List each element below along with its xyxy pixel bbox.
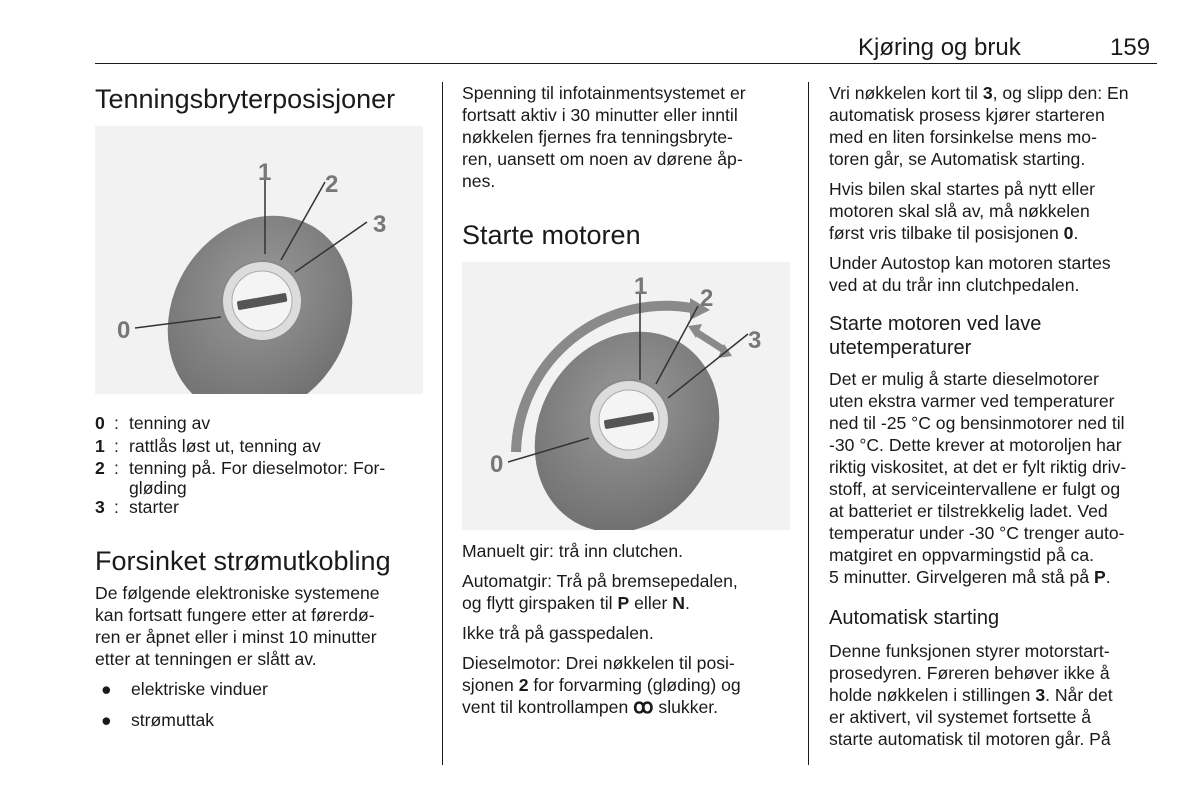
- bullet-icon: ●: [101, 709, 112, 730]
- position-sep: :: [114, 458, 119, 478]
- text-run: eller: [629, 593, 673, 613]
- text-line: matgiret en oppvarmingstid på ca.: [829, 545, 1095, 565]
- position-text: tenning på. For dieselmotor: For-: [129, 458, 386, 478]
- automatic-starting-paragraph: [829, 640, 1159, 750]
- text-line: ren er åpnet eller i minst 10 minutter: [95, 627, 377, 647]
- text-line: ved at du trår inn clutchpedalen.: [829, 275, 1080, 295]
- position-number: 0: [1063, 223, 1074, 243]
- heading-delayed-power-off: Forsinket strømutkobling: [95, 546, 391, 576]
- ignition-switch-figure: [95, 126, 423, 394]
- bullet-list: [95, 678, 430, 731]
- column-divider-2: [808, 82, 809, 765]
- column-3: [829, 82, 1159, 758]
- restart-paragraph: [829, 178, 1159, 244]
- cold-start-paragraph: [829, 368, 1159, 588]
- diesel-paragraph: [462, 652, 797, 718]
- text-line: etter at tenningen er slått av.: [95, 649, 317, 669]
- text-run: 5 minutter. Girvelgeren må stå på: [829, 567, 1095, 587]
- position-number: 2: [518, 675, 529, 695]
- header-rule: [95, 63, 1157, 64]
- start-key-paragraph: [829, 82, 1159, 170]
- position-number: 3: [1035, 685, 1046, 705]
- text-line: toren går, se Automatisk starting.: [829, 149, 1086, 169]
- position-item: [95, 457, 430, 496]
- text-line: -30 °C. Dette krever at motoroljen har: [829, 435, 1122, 455]
- fig1-label-3: 3: [373, 211, 387, 238]
- position-item: [95, 412, 430, 435]
- text-line: er aktivert, vil systemet fortsette å: [829, 707, 1092, 727]
- text-run: Vri nøkkelen kort til: [829, 83, 983, 103]
- text-line: Under Autostop kan motoren startes: [829, 253, 1111, 273]
- list-item: [95, 678, 430, 701]
- position-number: 3: [982, 83, 993, 103]
- text-run: først vris tilbake til posisjonen: [829, 223, 1064, 243]
- position-key: 3: [95, 496, 105, 517]
- delayed-power-paragraph: [95, 582, 430, 670]
- text-line: Hvis bilen skal startes på nytt eller: [829, 179, 1095, 199]
- fig2-label-0: 0: [490, 451, 504, 478]
- text-line: stoff, at serviceintervallene er fulgt og: [829, 479, 1121, 499]
- infotainment-paragraph: [462, 82, 797, 192]
- position-sep: :: [114, 413, 119, 433]
- manual-gear-paragraph: Manuelt gir: trå inn clutchen.: [462, 541, 684, 561]
- running-header-title: Kjøring og bruk: [858, 34, 1021, 61]
- heading-cold-start: [829, 312, 1159, 360]
- position-key: 0: [95, 413, 105, 433]
- text-line: ned til -25 °C og bensinmotorer ned til: [829, 413, 1125, 433]
- text-run: slukker.: [653, 697, 719, 717]
- heading-ignition-positions: Tenningsbryterposisjoner: [95, 84, 396, 114]
- heading-line: Starte motoren ved lave: [829, 313, 1042, 335]
- glow-plug-icon: ꝏ: [633, 696, 654, 718]
- list-item: [95, 709, 430, 732]
- text-run: sjonen: [462, 675, 519, 695]
- text-line: uten ekstra varmer ved temperaturer: [829, 391, 1115, 411]
- bullet-text: strømuttak: [131, 709, 215, 730]
- text-run: vent til kontrollampen: [462, 697, 634, 717]
- text-line: fortsatt aktiv i 30 minutter eller inntil: [462, 105, 738, 125]
- text-run: .: [1105, 567, 1111, 587]
- autostop-paragraph: [829, 252, 1159, 296]
- column-2: [462, 82, 797, 726]
- heading-start-engine: Starte motoren: [462, 220, 641, 250]
- text-run: .: [684, 593, 690, 613]
- gear-n: N: [672, 593, 685, 613]
- text-line: med en liten forsinkelse mens mo-: [829, 127, 1097, 147]
- automatic-gear-paragraph: [462, 570, 797, 614]
- text-line: nøkkelen fjernes fra tenningsbryte-: [462, 127, 733, 147]
- position-item: [95, 496, 430, 519]
- position-list: [95, 412, 430, 518]
- text-line: at batteriet er tilstrekkelig ladet. Ved: [829, 501, 1108, 521]
- heading-automatic-starting: Automatisk starting: [829, 607, 1000, 629]
- text-line: De følgende elektroniske systemene: [95, 583, 380, 603]
- fig1-label-2: 2: [325, 171, 339, 198]
- text-line: motoren skal slå av, må nøkkelen: [829, 201, 1090, 221]
- position-text-cont: gløding: [129, 477, 187, 498]
- fig2-label-1: 1: [634, 273, 648, 300]
- text-run: . Når det: [1045, 685, 1113, 705]
- fig2-label-2: 2: [700, 285, 714, 312]
- text-run: for forvarming (gløding) og: [528, 675, 741, 695]
- fig2-label-3: 3: [748, 327, 762, 354]
- text-line: Denne funksjonen styrer motorstart-: [829, 641, 1110, 661]
- heading-line: utetemperaturer: [829, 337, 972, 359]
- text-run: .: [1073, 223, 1079, 243]
- page-number: 159: [1110, 34, 1151, 61]
- position-sep: :: [114, 496, 119, 517]
- text-run: , og slipp den: En: [992, 83, 1129, 103]
- position-key: 1: [95, 435, 105, 456]
- text-line: automatisk prosess kjører starteren: [829, 105, 1105, 125]
- column-divider-1: [442, 82, 443, 765]
- fig1-label-0: 0: [117, 317, 131, 344]
- text-line: temperatur under -30 °C trenger auto-: [829, 523, 1125, 543]
- position-text: tenning av: [129, 413, 211, 433]
- bullet-text: elektriske vinduer: [131, 679, 268, 699]
- text-line: ren, uansett om noen av dørene åp-: [462, 149, 743, 169]
- text-line: Spenning til infotainmentsystemet er: [462, 83, 746, 103]
- text-run: og flytt girspaken til: [462, 593, 618, 613]
- position-text: rattlås løst ut, tenning av: [129, 435, 321, 456]
- text-line: prosedyren. Føreren behøver ikke å: [829, 663, 1110, 683]
- gas-paragraph: Ikke trå på gasspedalen.: [462, 623, 654, 643]
- text-run: holde nøkkelen i stillingen: [829, 685, 1036, 705]
- gear-p: P: [1094, 567, 1106, 587]
- text-line: kan fortsatt fungere etter at førerdø-: [95, 605, 375, 625]
- text-line: starte automatisk til motoren går. På: [829, 729, 1111, 749]
- position-key: 2: [95, 458, 105, 478]
- position-text: starter: [129, 496, 179, 517]
- text-line: Dieselmotor: Drei nøkkelen til posi-: [462, 653, 735, 673]
- gear-p: P: [617, 593, 630, 613]
- start-engine-figure: [462, 262, 790, 530]
- position-sep: :: [114, 435, 119, 456]
- text-line: Automatgir: Trå på bremsepedalen,: [462, 571, 738, 591]
- text-line: riktig viskositet, at det er fylt riktig driv-: [829, 457, 1127, 477]
- text-line: Det er mulig å starte dieselmotorer: [829, 369, 1099, 389]
- fig1-label-1: 1: [258, 159, 272, 186]
- column-1: [95, 82, 430, 739]
- text-line: nes.: [462, 171, 496, 191]
- position-item: [95, 435, 430, 458]
- bullet-icon: ●: [101, 679, 112, 699]
